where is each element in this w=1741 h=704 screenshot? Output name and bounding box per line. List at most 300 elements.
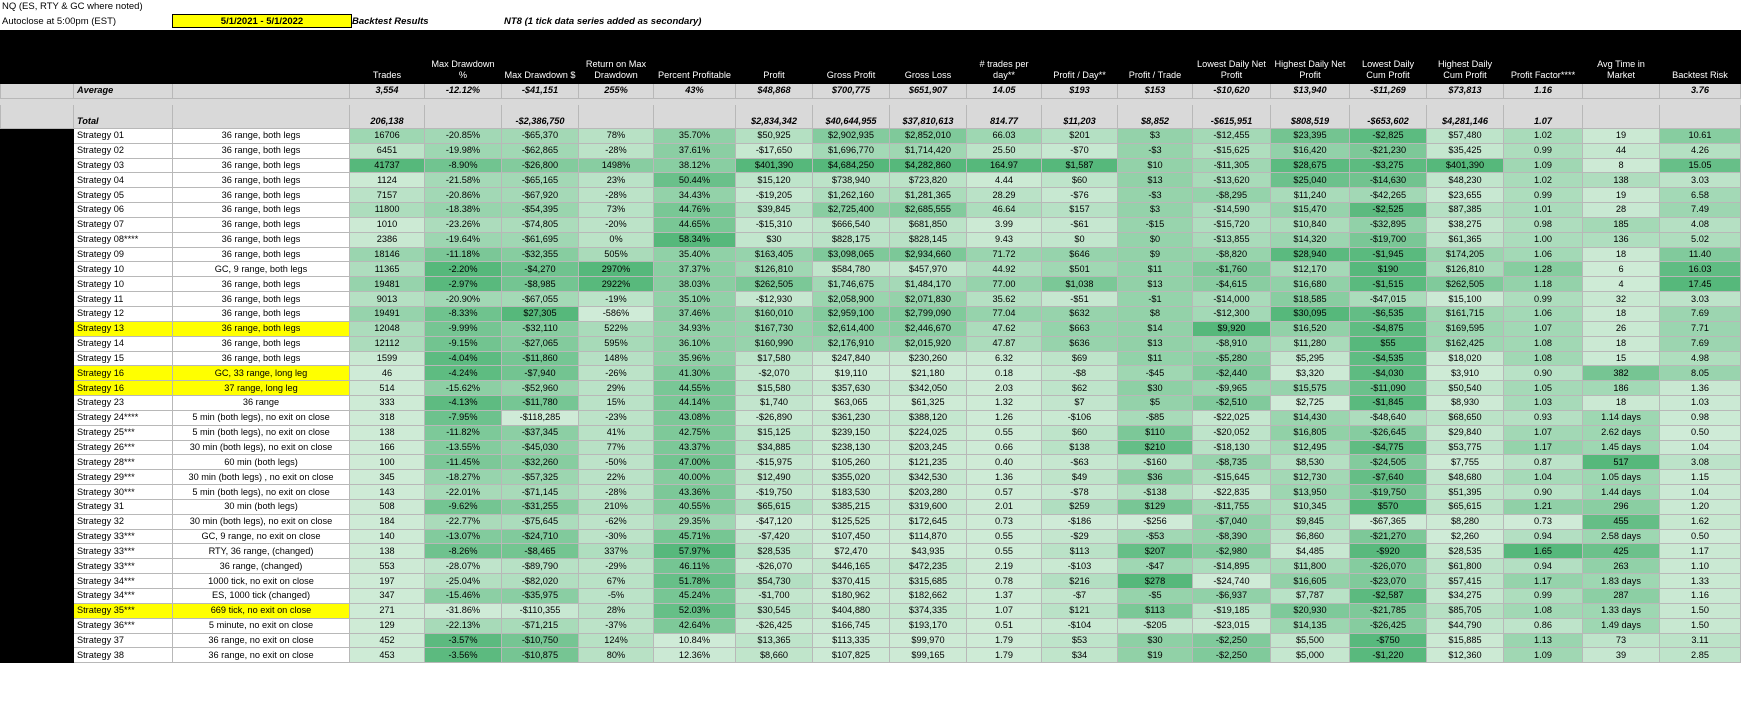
metric-cell[interactable]: -$920	[1350, 544, 1427, 559]
metric-cell[interactable]: 184	[350, 514, 425, 529]
metric-cell[interactable]: $278	[1118, 574, 1193, 589]
metric-cell[interactable]: 19491	[350, 306, 425, 321]
average-cell[interactable]: -$11,269	[1350, 84, 1427, 99]
metric-cell[interactable]: $14,430	[1271, 410, 1350, 425]
metric-cell[interactable]: $169,595	[1427, 321, 1504, 336]
metric-cell[interactable]: -$11,305	[1193, 158, 1271, 173]
metric-cell[interactable]: -$5	[1118, 589, 1193, 604]
metric-cell[interactable]: 296	[1583, 499, 1660, 514]
metric-cell[interactable]: 1.50	[1660, 618, 1741, 633]
metric-cell[interactable]: 71.72	[967, 247, 1042, 262]
metric-cell[interactable]: 7.71	[1660, 321, 1741, 336]
average-cell[interactable]: $13,940	[1271, 84, 1350, 99]
strategy-row[interactable]	[1, 262, 1741, 277]
metric-cell[interactable]: -$19,700	[1350, 232, 1427, 247]
metric-cell[interactable]: 1.16	[1660, 589, 1741, 604]
metric-cell[interactable]: 6.32	[967, 351, 1042, 366]
metric-cell[interactable]: $48,680	[1427, 470, 1504, 485]
metric-cell[interactable]: -$15,645	[1193, 470, 1271, 485]
metric-cell[interactable]: $666,540	[813, 217, 890, 232]
metric-cell[interactable]: 337%	[579, 544, 654, 559]
metric-cell[interactable]: $239,150	[813, 425, 890, 440]
metric-cell[interactable]: -$1,845	[1350, 396, 1427, 411]
metric-cell[interactable]: 1.32	[967, 396, 1042, 411]
metric-cell[interactable]: $13,365	[736, 633, 813, 648]
column-header[interactable]: Percent Profitable	[654, 31, 736, 84]
metric-cell[interactable]: 77.00	[967, 277, 1042, 292]
metric-cell[interactable]: 16706	[350, 128, 425, 143]
metric-cell[interactable]: $20,930	[1271, 603, 1350, 618]
metric-cell[interactable]: -$4,615	[1193, 277, 1271, 292]
metric-cell[interactable]: 16.03	[1660, 262, 1741, 277]
metric-cell[interactable]: -$23,015	[1193, 618, 1271, 633]
metric-cell[interactable]: $12,490	[736, 470, 813, 485]
metric-cell[interactable]: -$2,525	[1350, 203, 1427, 218]
metric-cell[interactable]: 514	[350, 381, 425, 396]
metric-cell[interactable]: $3	[1118, 128, 1193, 143]
metric-cell[interactable]: -9.62%	[425, 499, 502, 514]
metric-cell[interactable]: $1,038	[1042, 277, 1118, 292]
column-header[interactable]: Profit / Trade	[1118, 31, 1193, 84]
metric-cell[interactable]: -11.45%	[425, 455, 502, 470]
metric-cell[interactable]: 45.24%	[654, 589, 736, 604]
metric-cell[interactable]: 1.45 days	[1583, 440, 1660, 455]
metric-cell[interactable]: -$20,052	[1193, 425, 1271, 440]
metric-cell[interactable]: 1.17	[1660, 544, 1741, 559]
metric-cell[interactable]: $2,725,400	[813, 203, 890, 218]
metric-cell[interactable]: $404,880	[813, 603, 890, 618]
metric-cell[interactable]: -$89,790	[502, 559, 579, 574]
metric-cell[interactable]: 19481	[350, 277, 425, 292]
strategy-name[interactable]: Strategy 33***	[74, 529, 173, 544]
metric-cell[interactable]: -$21,785	[1350, 603, 1427, 618]
column-header[interactable]: Trades	[350, 31, 425, 84]
metric-cell[interactable]: -18.38%	[425, 203, 502, 218]
metric-cell[interactable]: -$21,270	[1350, 529, 1427, 544]
metric-cell[interactable]: -$14,630	[1350, 173, 1427, 188]
metric-cell[interactable]: $10,345	[1271, 499, 1350, 514]
metric-cell[interactable]: 6.58	[1660, 188, 1741, 203]
metric-cell[interactable]: 73%	[579, 203, 654, 218]
metric-cell[interactable]: $125,525	[813, 514, 890, 529]
metric-cell[interactable]: -22.01%	[425, 485, 502, 500]
metric-cell[interactable]: 124%	[579, 633, 654, 648]
metric-cell[interactable]: 2970%	[579, 262, 654, 277]
metric-cell[interactable]: 11365	[350, 262, 425, 277]
column-header[interactable]: Gross Loss	[890, 31, 967, 84]
metric-cell[interactable]: -$106	[1042, 410, 1118, 425]
metric-cell[interactable]: 129	[350, 618, 425, 633]
metric-cell[interactable]: $9,920	[1193, 321, 1271, 336]
average-cell[interactable]: $700,775	[813, 84, 890, 99]
metric-cell[interactable]: 38.03%	[654, 277, 736, 292]
column-header[interactable]: Gross Profit	[813, 31, 890, 84]
metric-cell[interactable]: $14,320	[1271, 232, 1350, 247]
metric-cell[interactable]: -$17,650	[736, 143, 813, 158]
metric-cell[interactable]: 1.04	[1504, 470, 1583, 485]
metric-cell[interactable]: 23%	[579, 173, 654, 188]
metric-cell[interactable]: $99,970	[890, 633, 967, 648]
metric-cell[interactable]: -$63	[1042, 455, 1118, 470]
metric-cell[interactable]: 18	[1583, 396, 1660, 411]
metric-cell[interactable]: $34,885	[736, 440, 813, 455]
metric-cell[interactable]: -8.33%	[425, 306, 502, 321]
metric-cell[interactable]: $183,530	[813, 485, 890, 500]
metric-cell[interactable]: -29%	[579, 559, 654, 574]
average-cell[interactable]: $73,813	[1427, 84, 1504, 99]
metric-cell[interactable]: -15.62%	[425, 381, 502, 396]
metric-cell[interactable]: $2,260	[1427, 529, 1504, 544]
metric-cell[interactable]: 1010	[350, 217, 425, 232]
metric-cell[interactable]: $203,245	[890, 440, 967, 455]
metric-cell[interactable]: $174,205	[1427, 247, 1504, 262]
metric-cell[interactable]: 15	[1583, 351, 1660, 366]
total-cell[interactable]	[1583, 104, 1660, 128]
metric-cell[interactable]: $401,390	[1427, 158, 1504, 173]
strategy-row[interactable]	[1, 277, 1741, 292]
metric-cell[interactable]: -$53	[1118, 529, 1193, 544]
metric-cell[interactable]: $342,050	[890, 381, 967, 396]
metric-cell[interactable]: $53,775	[1427, 440, 1504, 455]
metric-cell[interactable]: -$45	[1118, 366, 1193, 381]
metric-cell[interactable]: 12112	[350, 336, 425, 351]
metric-cell[interactable]: -$65,370	[502, 128, 579, 143]
metric-cell[interactable]: -$19,185	[1193, 603, 1271, 618]
metric-cell[interactable]: $161,715	[1427, 306, 1504, 321]
average-cell[interactable]: 43%	[654, 84, 736, 99]
metric-cell[interactable]: 1.26	[967, 410, 1042, 425]
metric-cell[interactable]: -19.98%	[425, 143, 502, 158]
metric-cell[interactable]: 517	[1583, 455, 1660, 470]
metric-cell[interactable]: $8	[1118, 306, 1193, 321]
metric-cell[interactable]: 2.85	[1660, 648, 1741, 663]
metric-cell[interactable]: 1124	[350, 173, 425, 188]
strategy-name[interactable]: Strategy 34***	[74, 589, 173, 604]
metric-cell[interactable]: -$1,220	[1350, 648, 1427, 663]
column-header[interactable]: Max Drawdown $	[502, 31, 579, 84]
metric-cell[interactable]: -28%	[579, 188, 654, 203]
metric-cell[interactable]: $723,820	[890, 173, 967, 188]
metric-cell[interactable]: -$7,420	[736, 529, 813, 544]
metric-cell[interactable]: 46.64	[967, 203, 1042, 218]
metric-cell[interactable]: 455	[1583, 514, 1660, 529]
metric-cell[interactable]: $828,175	[813, 232, 890, 247]
metric-cell[interactable]: 11800	[350, 203, 425, 218]
metric-cell[interactable]: 7.69	[1660, 306, 1741, 321]
metric-cell[interactable]: -22.77%	[425, 514, 502, 529]
metric-cell[interactable]: 1.18	[1504, 277, 1583, 292]
metric-cell[interactable]: $53	[1042, 633, 1118, 648]
metric-cell[interactable]: $2,799,090	[890, 306, 967, 321]
metric-cell[interactable]: $68,650	[1427, 410, 1504, 425]
metric-cell[interactable]: $355,020	[813, 470, 890, 485]
metric-cell[interactable]: $18,585	[1271, 292, 1350, 307]
metric-cell[interactable]: -$42,265	[1350, 188, 1427, 203]
metric-cell[interactable]: 1.08	[1504, 336, 1583, 351]
metric-cell[interactable]: $85,705	[1427, 603, 1504, 618]
strategy-row[interactable]	[1, 188, 1741, 203]
metric-cell[interactable]: 35.70%	[654, 128, 736, 143]
metric-cell[interactable]: 37.46%	[654, 306, 736, 321]
metric-cell[interactable]: $57,415	[1427, 574, 1504, 589]
metric-cell[interactable]: 1.49 days	[1583, 618, 1660, 633]
metric-cell[interactable]: -$138	[1118, 485, 1193, 500]
metric-cell[interactable]: 18	[1583, 306, 1660, 321]
metric-cell[interactable]: 0.99	[1504, 143, 1583, 158]
metric-cell[interactable]: -$8,295	[1193, 188, 1271, 203]
metric-cell[interactable]: 50.44%	[654, 173, 736, 188]
metric-cell[interactable]: $107,450	[813, 529, 890, 544]
metric-cell[interactable]: $110	[1118, 425, 1193, 440]
metric-cell[interactable]: $87,385	[1427, 203, 1504, 218]
metric-cell[interactable]: 1.00	[1504, 232, 1583, 247]
metric-cell[interactable]: $0	[1118, 232, 1193, 247]
metric-cell[interactable]: 1599	[350, 351, 425, 366]
metric-cell[interactable]: -$8,735	[1193, 455, 1271, 470]
metric-cell[interactable]: $48,230	[1427, 173, 1504, 188]
metric-cell[interactable]: -9.99%	[425, 321, 502, 336]
metric-cell[interactable]: 508	[350, 499, 425, 514]
metric-cell[interactable]: $1,714,420	[890, 143, 967, 158]
metric-cell[interactable]: $27,305	[502, 306, 579, 321]
metric-cell[interactable]: 0.78	[967, 574, 1042, 589]
metric-cell[interactable]: 453	[350, 648, 425, 663]
strategy-row[interactable]	[1, 143, 1741, 158]
metric-cell[interactable]: 0.40	[967, 455, 1042, 470]
metric-cell[interactable]: 38.12%	[654, 158, 736, 173]
metric-cell[interactable]: $207	[1118, 544, 1193, 559]
average-cell[interactable]: 1.16	[1504, 84, 1583, 99]
metric-cell[interactable]: $4,282,860	[890, 158, 967, 173]
metric-cell[interactable]: 36.10%	[654, 336, 736, 351]
metric-cell[interactable]: -37%	[579, 618, 654, 633]
metric-cell[interactable]: $9,845	[1271, 514, 1350, 529]
metric-cell[interactable]: 1.06	[1504, 306, 1583, 321]
metric-cell[interactable]: $182,662	[890, 589, 967, 604]
metric-cell[interactable]: 44.65%	[654, 217, 736, 232]
metric-cell[interactable]: 57.97%	[654, 544, 736, 559]
average-cell[interactable]: -$41,151	[502, 84, 579, 99]
strategy-name[interactable]: Strategy 25***	[74, 425, 173, 440]
metric-cell[interactable]: $4,684,250	[813, 158, 890, 173]
average-cell[interactable]: $48,868	[736, 84, 813, 99]
metric-cell[interactable]: $388,120	[890, 410, 967, 425]
metric-cell[interactable]: 44.14%	[654, 396, 736, 411]
metric-cell[interactable]: 73	[1583, 633, 1660, 648]
metric-cell[interactable]: $126,810	[736, 262, 813, 277]
metric-cell[interactable]: $472,235	[890, 559, 967, 574]
metric-cell[interactable]: 1.17	[1504, 440, 1583, 455]
metric-cell[interactable]: 1.01	[1504, 203, 1583, 218]
metric-cell[interactable]: 197	[350, 574, 425, 589]
strategy-name[interactable]: Strategy 02	[74, 143, 173, 158]
metric-cell[interactable]: 0.90	[1504, 366, 1583, 381]
strategy-row[interactable]	[1, 603, 1741, 618]
metric-cell[interactable]: -23.26%	[425, 217, 502, 232]
metric-cell[interactable]: -$26,070	[736, 559, 813, 574]
metric-cell[interactable]: 12048	[350, 321, 425, 336]
metric-cell[interactable]: 40.00%	[654, 470, 736, 485]
metric-cell[interactable]: -$23,070	[1350, 574, 1427, 589]
metric-cell[interactable]: 43.37%	[654, 440, 736, 455]
metric-cell[interactable]: -19%	[579, 292, 654, 307]
metric-cell[interactable]: $167,730	[736, 321, 813, 336]
metric-cell[interactable]: 4.98	[1660, 351, 1741, 366]
metric-cell[interactable]: 2.01	[967, 499, 1042, 514]
metric-cell[interactable]: -$7,640	[1350, 470, 1427, 485]
metric-cell[interactable]: -25.04%	[425, 574, 502, 589]
metric-cell[interactable]: $16,605	[1271, 574, 1350, 589]
metric-cell[interactable]: $1,740	[736, 396, 813, 411]
metric-cell[interactable]: $10,840	[1271, 217, 1350, 232]
column-header[interactable]: Highest Daily Cum Profit	[1427, 31, 1504, 84]
metric-cell[interactable]: $738,940	[813, 173, 890, 188]
metric-cell[interactable]: $15,885	[1427, 633, 1504, 648]
metric-cell[interactable]: 35.40%	[654, 247, 736, 262]
metric-cell[interactable]: $55	[1350, 336, 1427, 351]
metric-cell[interactable]: 35.10%	[654, 292, 736, 307]
metric-cell[interactable]: -23%	[579, 410, 654, 425]
metric-cell[interactable]: -$26,425	[736, 618, 813, 633]
strategy-row[interactable]	[1, 589, 1741, 604]
metric-cell[interactable]: 1.44 days	[1583, 485, 1660, 500]
metric-cell[interactable]: 19	[1583, 128, 1660, 143]
metric-cell[interactable]: 1.13	[1504, 633, 1583, 648]
strategy-name[interactable]: Strategy 15	[74, 351, 173, 366]
metric-cell[interactable]: 6451	[350, 143, 425, 158]
metric-cell[interactable]: $1,281,365	[890, 188, 967, 203]
metric-cell[interactable]: -$12,930	[736, 292, 813, 307]
metric-cell[interactable]: $3,098,065	[813, 247, 890, 262]
metric-cell[interactable]: 2.03	[967, 381, 1042, 396]
metric-cell[interactable]: 1.20	[1660, 499, 1741, 514]
strategy-row[interactable]	[1, 410, 1741, 425]
strategy-row[interactable]	[1, 618, 1741, 633]
average-cell[interactable]: 3,554	[350, 84, 425, 99]
metric-cell[interactable]: -$1,700	[736, 589, 813, 604]
metric-cell[interactable]: -$8,465	[502, 544, 579, 559]
metric-cell[interactable]: 138	[1583, 173, 1660, 188]
metric-cell[interactable]: 333	[350, 396, 425, 411]
metric-cell[interactable]: $28,535	[736, 544, 813, 559]
metric-cell[interactable]: $5,500	[1271, 633, 1350, 648]
metric-cell[interactable]: 318	[350, 410, 425, 425]
metric-cell[interactable]: 11.40	[1660, 247, 1741, 262]
metric-cell[interactable]: -$7,940	[502, 366, 579, 381]
metric-cell[interactable]: 143	[350, 485, 425, 500]
metric-cell[interactable]: $65,615	[1427, 499, 1504, 514]
metric-cell[interactable]: $160,990	[736, 336, 813, 351]
metric-cell[interactable]: 0.99	[1504, 589, 1583, 604]
metric-cell[interactable]: $18,020	[1427, 351, 1504, 366]
metric-cell[interactable]: 1.03	[1504, 396, 1583, 411]
metric-cell[interactable]: $0	[1042, 232, 1118, 247]
metric-cell[interactable]: $13,950	[1271, 485, 1350, 500]
metric-cell[interactable]: -$8,985	[502, 277, 579, 292]
metric-cell[interactable]: $262,505	[1427, 277, 1504, 292]
metric-cell[interactable]: -$31,255	[502, 499, 579, 514]
metric-cell[interactable]: 0.73	[1504, 514, 1583, 529]
metric-cell[interactable]: $8,530	[1271, 455, 1350, 470]
metric-cell[interactable]: -$26,425	[1350, 618, 1427, 633]
metric-cell[interactable]: -$15,625	[1193, 143, 1271, 158]
metric-cell[interactable]: 42.64%	[654, 618, 736, 633]
metric-cell[interactable]: 80%	[579, 648, 654, 663]
metric-cell[interactable]: 6	[1583, 262, 1660, 277]
metric-cell[interactable]: 4.26	[1660, 143, 1741, 158]
metric-cell[interactable]: 5.02	[1660, 232, 1741, 247]
metric-cell[interactable]: -$24,740	[1193, 574, 1271, 589]
metric-cell[interactable]: 37.37%	[654, 262, 736, 277]
metric-cell[interactable]: -$65,165	[502, 173, 579, 188]
metric-cell[interactable]: 347	[350, 589, 425, 604]
metric-cell[interactable]: $162,425	[1427, 336, 1504, 351]
metric-cell[interactable]: 0.86	[1504, 618, 1583, 633]
metric-cell[interactable]: -$10,875	[502, 648, 579, 663]
metric-cell[interactable]: 0.99	[1504, 292, 1583, 307]
strategy-row[interactable]	[1, 247, 1741, 262]
total-cell[interactable]: $2,834,342	[736, 104, 813, 128]
strategy-name[interactable]: Strategy 34***	[74, 574, 173, 589]
strategy-name[interactable]: Strategy 37	[74, 633, 173, 648]
metric-cell[interactable]: $315,685	[890, 574, 967, 589]
metric-cell[interactable]: $11,800	[1271, 559, 1350, 574]
metric-cell[interactable]: -22.13%	[425, 618, 502, 633]
metric-cell[interactable]: $247,840	[813, 351, 890, 366]
metric-cell[interactable]: -$45,030	[502, 440, 579, 455]
strategy-name[interactable]: Strategy 03	[74, 158, 173, 173]
column-header[interactable]: Profit	[736, 31, 813, 84]
metric-cell[interactable]: $138	[1042, 440, 1118, 455]
metric-cell[interactable]: $8,930	[1427, 396, 1504, 411]
metric-cell[interactable]: 1.14 days	[1583, 410, 1660, 425]
metric-cell[interactable]: $216	[1042, 574, 1118, 589]
total-cell[interactable]: -$615,951	[1193, 104, 1271, 128]
metric-cell[interactable]: $30	[1118, 381, 1193, 396]
metric-cell[interactable]: 1.02	[1504, 173, 1583, 188]
metric-cell[interactable]: -$4,775	[1350, 440, 1427, 455]
strategy-row[interactable]	[1, 336, 1741, 351]
metric-cell[interactable]: -$37,345	[502, 425, 579, 440]
strategy-name[interactable]: Strategy 06	[74, 203, 173, 218]
metric-cell[interactable]: $15,580	[736, 381, 813, 396]
strategy-row[interactable]	[1, 633, 1741, 648]
metric-cell[interactable]: $1,696,770	[813, 143, 890, 158]
metric-cell[interactable]: -19.64%	[425, 232, 502, 247]
strategy-name[interactable]: Strategy 07	[74, 217, 173, 232]
metric-cell[interactable]: 148%	[579, 351, 654, 366]
metric-cell[interactable]: 35.62	[967, 292, 1042, 307]
metric-cell[interactable]: $99,165	[890, 648, 967, 663]
total-cell[interactable]: -$2,386,750	[502, 104, 579, 128]
metric-cell[interactable]: $230,260	[890, 351, 967, 366]
total-cell[interactable]: $37,810,613	[890, 104, 967, 128]
metric-cell[interactable]: $319,600	[890, 499, 967, 514]
metric-cell[interactable]: 58.34%	[654, 232, 736, 247]
metric-cell[interactable]: 47.62	[967, 321, 1042, 336]
total-cell[interactable]: $4,281,146	[1427, 104, 1504, 128]
metric-cell[interactable]: $23,395	[1271, 128, 1350, 143]
date-range-cell[interactable]: 5/1/2021 - 5/1/2022	[172, 14, 352, 28]
metric-cell[interactable]: -$4,535	[1350, 351, 1427, 366]
metric-cell[interactable]: $11,240	[1271, 188, 1350, 203]
metric-cell[interactable]: 18	[1583, 336, 1660, 351]
metric-cell[interactable]: 42.75%	[654, 425, 736, 440]
metric-cell[interactable]: -$15,310	[736, 217, 813, 232]
total-cell[interactable]: 1.07	[1504, 104, 1583, 128]
strategy-row[interactable]	[1, 306, 1741, 321]
metric-cell[interactable]: $39,845	[736, 203, 813, 218]
